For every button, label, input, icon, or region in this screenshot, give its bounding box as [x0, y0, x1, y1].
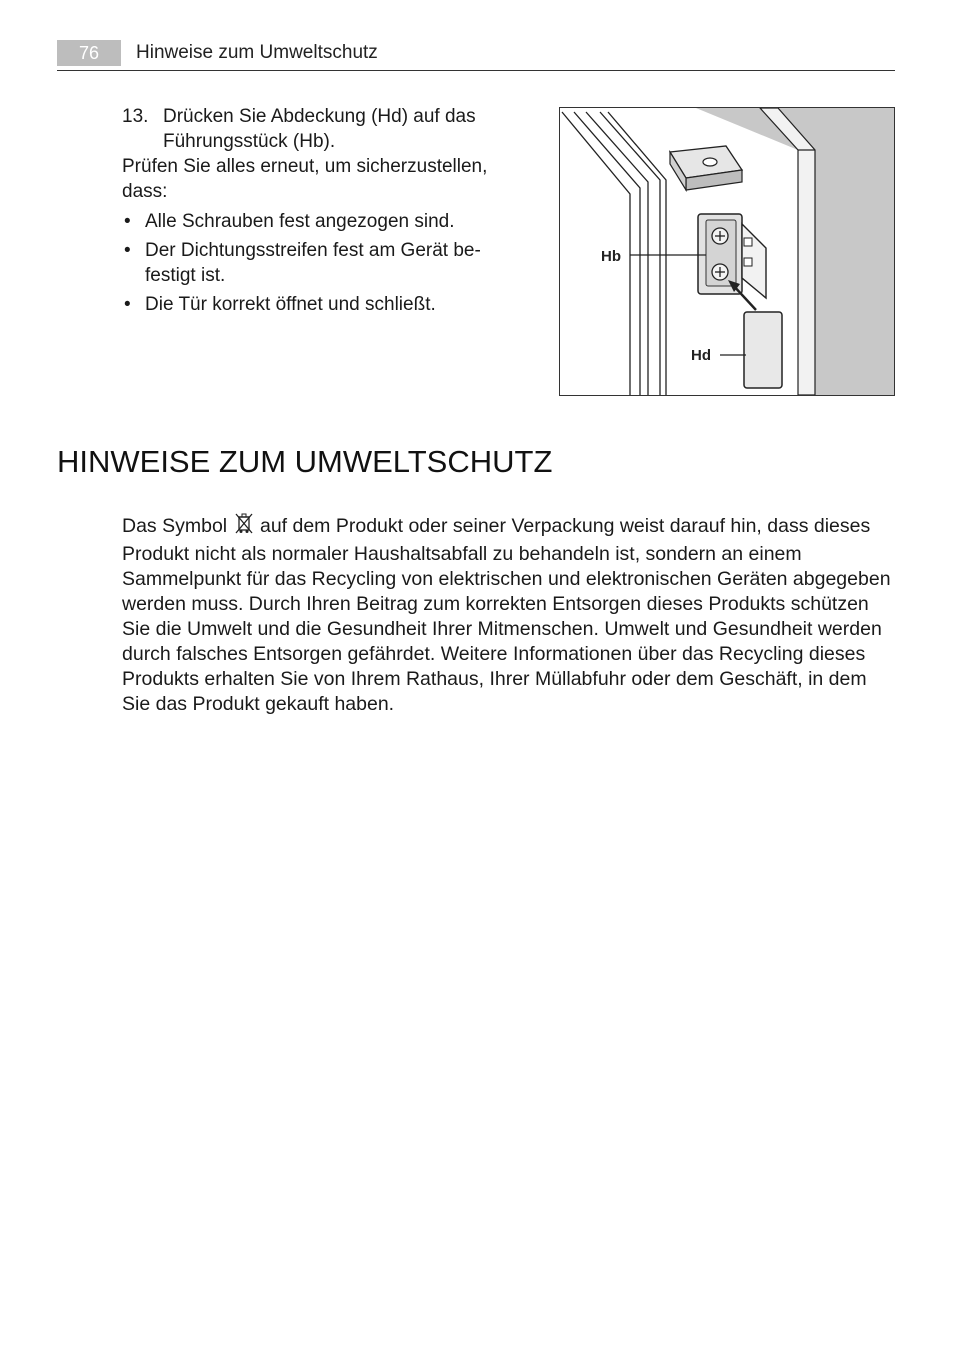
bullet-icon: •: [124, 294, 131, 315]
crossed-out-wheelie-bin-icon: [235, 513, 253, 542]
text-after-symbol: auf dem Produkt oder seiner Verpackung weist darauf hin, dass dieses Produkt nicht als normaler Haushaltsabfall zu behandeln ist, sondern an einem Sammelpunkt für das Recycling von elektrischen und elektronischen Geräten abgegeben werden muss. Durch Ihren Beitrag zum korrekten Entsorgen dieses Produkts schützen Sie die Umwelt und die Gesundheit Ihrer Mitmenschen. Umwelt und Gesundheit werden durch falsches Entsorgen gefährdet. Weitere Informationen über das Recycling dieses Produkts erhalten Sie von Ihrem Rathaus, Ihrer Müllabfuhr oder dem Geschäft, in dem Sie das Produkt gekauft haben.: [122, 515, 891, 715]
step-text: Drücken Sie Abdeckung (Hd) auf das Führungsstück (Hb).: [163, 106, 476, 152]
environment-paragraph: [122, 513, 892, 717]
cover-hd: [744, 312, 782, 388]
installation-steps: [122, 104, 494, 321]
page-number: 76: [57, 40, 121, 66]
list-item: [122, 238, 494, 288]
hinge-drawing: [560, 108, 894, 395]
bullet-icon: •: [124, 240, 131, 261]
check-list: [122, 209, 494, 317]
header-rule: [57, 70, 895, 71]
label-hd: Hd: [691, 347, 711, 364]
bullet-icon: •: [124, 211, 131, 232]
list-item-text: Die Tür korrekt öffnet und schließt.: [145, 294, 436, 315]
list-item: [122, 292, 494, 317]
text-before-symbol: Das Symbol: [122, 515, 228, 537]
check-intro: Prüfen Sie alles erneut, um sicherzustellen, dass:: [122, 156, 488, 202]
list-item: [122, 209, 494, 234]
list-item-text: Alle Schrauben fest angezogen sind.: [145, 211, 455, 232]
section-title: HINWEISE ZUM UMWELTSCHUTZ: [57, 444, 553, 479]
page-header: [57, 40, 895, 72]
running-title: Hinweise zum Umweltschutz: [136, 42, 378, 63]
label-hb: Hb: [601, 248, 621, 265]
door-hinge-illustration: [559, 107, 895, 396]
step-number: 13.: [122, 106, 149, 127]
list-item-text: Der Dichtungsstreifen fest am Gerät be-festigt ist.: [145, 240, 481, 286]
step-13: [122, 104, 494, 154]
